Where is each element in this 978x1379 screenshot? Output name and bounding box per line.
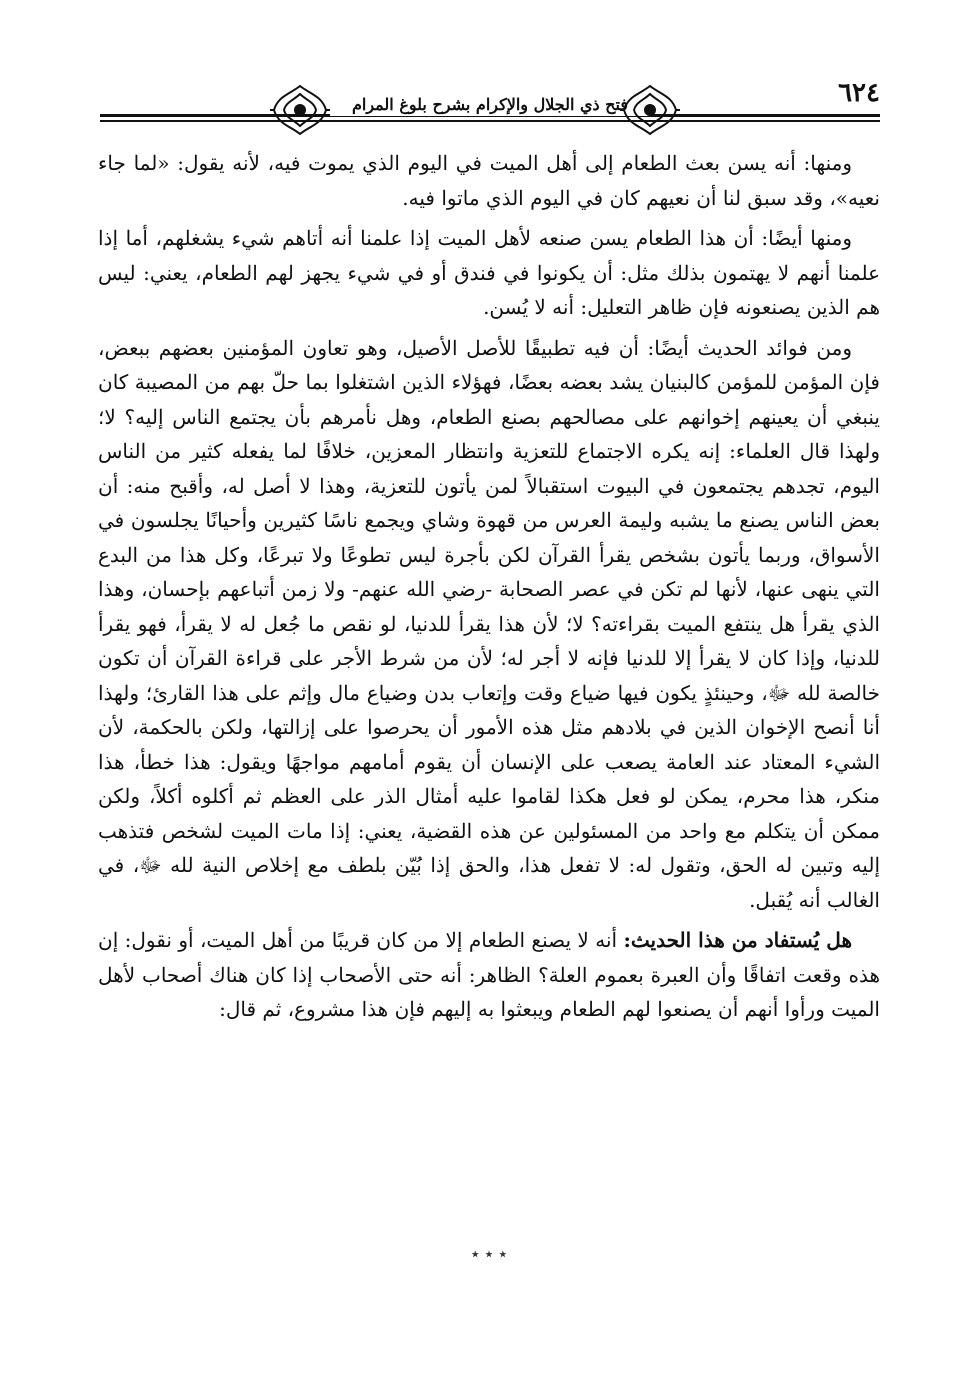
paragraph-lead: هل يُستفاد من هذا الحديث: bbox=[623, 928, 852, 952]
section-separator: ٭ ٭ ٭ bbox=[470, 1244, 508, 1263]
page-number: ٦٢٤ bbox=[838, 78, 880, 108]
paragraph-text: أنه لا يصنع الطعام إلا من كان قريبًا من أهل الميت، أو نقول: إن هذه وقعت اتفاقًا وأن العبرة بعموم العلة؟ الظاهر: أنه حتى الأصحاب إذا كان هناك أصحاب لأهل الميت ورأوا أنهم أن يصنعوا لهم الطعام ويبعثوا به إليهم فإن هذا مشروع، ثم قال: bbox=[98, 928, 880, 1021]
book-title: فتح ذي الجلال والإكرام بشرح بلوغ المرام bbox=[330, 94, 650, 116]
header-rule bbox=[100, 120, 880, 122]
paragraph-text: ومن فوائد الحديث أيضًا: أن فيه تطبيقًا للأصل الأصيل، وهو تعاون المؤمنين بعضهم ببعض، فإن المؤمن للمؤمن كالبنيان يشد بعضه بعضًا، فهؤلاء الذين اشتغلوا بما حلّ بهم من المصيبة كان ينبغي أن يعينهم إخوانهم على مصالحهم بصنع الطعام، وهل نأمرهم بأن يجتمع الناس إليه؟ لا؛ ولهذا قال العلماء: إنه يكره الاجتماع للتعزية وانتظار المعزين، خلافًا لما يفعله كثير من الناس اليوم، تجدهم يجتمعون في البيوت استقبالاً لمن يأتون للتعزية، وهذا لا أصل له، وأقبح منه: أن بعض الناس يصنع ما يشبه وليمة العرس من قهوة وشاي ويجمع ناسًا كثيرين وأحيانًا يجلسون في الأسواق، وربما يأتون بشخص يقرأ القرآن لكن بأجرة ليس تطوعًا ولا تبرعًا، وكل هذا من البدع التي ينهى عنها، لأنها لم تكن في عصر الصحابة -رضي الله عنهم- ولا زمن أتباعهم بإحسان، وهذا الذي يقرأ هل ينتفع الميت بقراءته؟ لا؛ لأن هذا يقرأ للدنيا، لو نقص ما جُعل له لا يقرأ، فهو يقرأ للدنيا، وإذا كان لا يقرأ إلا للدنيا فإنه لا أجر له؛ لأن من شرط الأجر على قراءة القرآن أن تكون خالصة لله ﷻ، وحينئذٍ يكون فيها ضياع وقت وإتعاب بدن وضياع مال وإثم على هذا القارئ؛ ولهذا أنا أنصح الإخوان الذين في بلادهم مثل هذه الأمور أن يحرصوا على إزالتها، ولكن بالحكمة، لأن الشيء المعتاد عند العامة يصعب على الإنسان أن يقوم أمامهم مواجهًا ويقول: هذا خطأ، هذا منكر، هذا محرم، يمكن لو فعل هكذا لقاموا عليه أمثال الذر على العظم ثم أكلوه أكلاً، ولكن ممكن أن يتكلم مع واحد من المسئولين عن هذه القضية، يعني: إذا مات الميت لشخص فتذهب إليه وتبين له الحق، وتقول له: لا تفعل هذا، والحق إذا بُيّن بلطف مع إخلاص النية لله ﷻ، في الغالب أنه يُقبل. bbox=[98, 335, 880, 912]
page-body bbox=[98, 146, 880, 1033]
floral-ornament-icon bbox=[620, 82, 680, 138]
paragraph-text: ومنها: أنه يسن بعث الطعام إلى أهل الميت في اليوم الذي يموت فيه، لأنه يقول: «لما جاء نعيه»، وقد سبق لنا أن نعيهم كان في اليوم الذي ماتوا فيه. bbox=[98, 151, 880, 210]
paragraph bbox=[98, 331, 880, 918]
paragraph bbox=[98, 923, 880, 1027]
paragraph bbox=[98, 221, 880, 325]
floral-ornament-icon bbox=[270, 82, 330, 138]
paragraph-text: ومنها أيضًا: أن هذا الطعام يسن صنعه لأهل الميت إذا علمنا أنه أتاهم شيء يشغلهم، أما إذا علمنا أنهم لا يهتمون بذلك مثل: أن يكونوا في فندق أو في شيء يجهز لهم الطعام، يعني: ليس هم الذين يصنعونه فإن ظاهر التعليل: أنه لا يُسن. bbox=[98, 226, 880, 319]
paragraph bbox=[98, 146, 880, 215]
